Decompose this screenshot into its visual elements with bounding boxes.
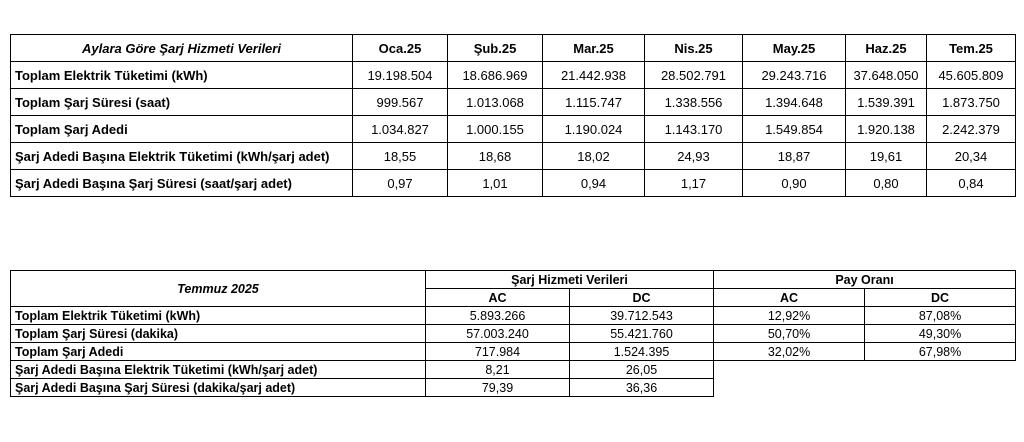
row-label: Şarj Adedi Başına Şarj Süresi (dakika/şarj adet) xyxy=(11,379,426,397)
month-header: Tem.25 xyxy=(927,35,1016,62)
cell-value: 45.605.809 xyxy=(927,62,1016,89)
row-label: Toplam Elektrik Tüketimi (kWh) xyxy=(11,62,353,89)
table-row xyxy=(11,361,1016,379)
cell-value: 1.549.854 xyxy=(743,116,846,143)
table-row xyxy=(11,343,1016,361)
cell-value: 0,94 xyxy=(543,170,645,197)
cell-value: 1.338.556 xyxy=(645,89,743,116)
cell-value: 36,36 xyxy=(570,379,714,397)
table-row xyxy=(11,325,1016,343)
row-label: Toplam Şarj Adedi xyxy=(11,116,353,143)
cell-value: 50,70% xyxy=(714,325,865,343)
row-label: Toplam Şarj Süresi (saat) xyxy=(11,89,353,116)
month-header: May.25 xyxy=(743,35,846,62)
month-header: Nis.25 xyxy=(645,35,743,62)
cell-value: 24,93 xyxy=(645,143,743,170)
table-title: Temmuz 2025 xyxy=(11,271,426,307)
month-header: Mar.25 xyxy=(543,35,645,62)
cell-value: 20,34 xyxy=(927,143,1016,170)
group-header: Şarj Hizmeti Verileri xyxy=(426,271,714,289)
cell-value: 37.648.050 xyxy=(846,62,927,89)
cell-value: 19,61 xyxy=(846,143,927,170)
row-label: Şarj Adedi Başına Elektrik Tüketimi (kWh/şarj adet) xyxy=(11,143,353,170)
cell-value: 26,05 xyxy=(570,361,714,379)
row-label: Şarj Adedi Başına Elektrik Tüketimi (kWh/şarj adet) xyxy=(11,361,426,379)
cell-value: 28.502.791 xyxy=(645,62,743,89)
cell-value: 999.567 xyxy=(353,89,448,116)
cell-value: 8,21 xyxy=(426,361,570,379)
cell-value: 1.920.138 xyxy=(846,116,927,143)
cell-value: 1,01 xyxy=(448,170,543,197)
cell-value: 55.421.760 xyxy=(570,325,714,343)
cell-value: 18,87 xyxy=(743,143,846,170)
month-header: Haz.25 xyxy=(846,35,927,62)
cell-value: 2.242.379 xyxy=(927,116,1016,143)
cell-value: 1.539.391 xyxy=(846,89,927,116)
table-row xyxy=(11,62,1016,89)
cell-value: 18,68 xyxy=(448,143,543,170)
cell-value: 67,98% xyxy=(865,343,1016,361)
ac-share-header: AC xyxy=(714,289,865,307)
cell-value: 79,39 xyxy=(426,379,570,397)
header-row xyxy=(11,35,1016,62)
cell-value: 1.190.024 xyxy=(543,116,645,143)
cell-value: 0,80 xyxy=(846,170,927,197)
cell-value: 1.115.747 xyxy=(543,89,645,116)
empty-cell xyxy=(714,361,1016,397)
cell-value: 1.873.750 xyxy=(927,89,1016,116)
row-label: Toplam Elektrik Tüketimi (kWh) xyxy=(11,307,426,325)
month-header: Şub.25 xyxy=(448,35,543,62)
cell-value: 717.984 xyxy=(426,343,570,361)
cell-value: 21.442.938 xyxy=(543,62,645,89)
group-header-row xyxy=(11,271,1016,289)
cell-value: 18,02 xyxy=(543,143,645,170)
cell-value: 1,17 xyxy=(645,170,743,197)
group-header: Pay Oranı xyxy=(714,271,1016,289)
cell-value: 18,55 xyxy=(353,143,448,170)
ac-header: AC xyxy=(426,289,570,307)
dc-header: DC xyxy=(570,289,714,307)
cell-value: 1.143.170 xyxy=(645,116,743,143)
cell-value: 1.524.395 xyxy=(570,343,714,361)
cell-value: 18.686.969 xyxy=(448,62,543,89)
cell-value: 5.893.266 xyxy=(426,307,570,325)
row-label: Toplam Şarj Adedi xyxy=(11,343,426,361)
cell-value: 1.394.648 xyxy=(743,89,846,116)
cell-value: 87,08% xyxy=(865,307,1016,325)
cell-value: 0,90 xyxy=(743,170,846,197)
cell-value: 0,84 xyxy=(927,170,1016,197)
cell-value: 32,02% xyxy=(714,343,865,361)
row-label: Toplam Şarj Süresi (dakika) xyxy=(11,325,426,343)
table-row xyxy=(11,143,1016,170)
table-title: Aylara Göre Şarj Hizmeti Verileri xyxy=(11,35,353,62)
table-row xyxy=(11,89,1016,116)
cell-value: 0,97 xyxy=(353,170,448,197)
cell-value: 29.243.716 xyxy=(743,62,846,89)
cell-value: 12,92% xyxy=(714,307,865,325)
row-label: Şarj Adedi Başına Şarj Süresi (saat/şarj adet) xyxy=(11,170,353,197)
dc-share-header: DC xyxy=(865,289,1016,307)
cell-value: 57.003.240 xyxy=(426,325,570,343)
cell-value: 1.013.068 xyxy=(448,89,543,116)
cell-value: 19.198.504 xyxy=(353,62,448,89)
cell-value: 49,30% xyxy=(865,325,1016,343)
monthly-charging-table xyxy=(10,34,1016,197)
cell-value: 1.034.827 xyxy=(353,116,448,143)
table-row xyxy=(11,307,1016,325)
cell-value: 1.000.155 xyxy=(448,116,543,143)
month-header: Oca.25 xyxy=(353,35,448,62)
cell-value: 39.712.543 xyxy=(570,307,714,325)
table-row xyxy=(11,170,1016,197)
table-row xyxy=(11,116,1016,143)
july-charging-table xyxy=(10,270,1016,397)
